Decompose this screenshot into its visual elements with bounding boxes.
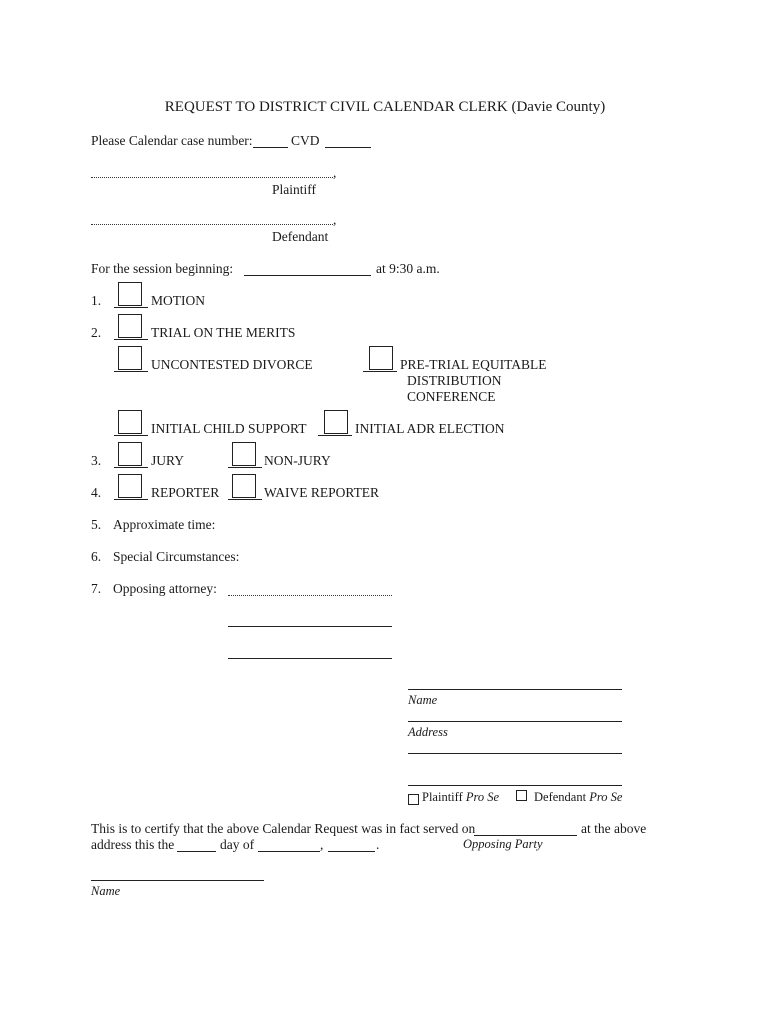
- name-field[interactable]: [408, 689, 622, 690]
- opposing-attorney-field-1[interactable]: [228, 595, 392, 596]
- certify-text-2: at the above: [581, 821, 647, 836]
- certify-text-4: day of: [220, 837, 255, 852]
- plaintiff-name-field[interactable]: [91, 177, 333, 178]
- trial-checkbox[interactable]: [118, 314, 142, 338]
- uncontested-label: UNCONTESTED DIVORCE: [151, 357, 313, 372]
- child-support-label: INITIAL CHILD SUPPORT: [151, 421, 307, 436]
- case-cvd-field[interactable]: [325, 147, 371, 148]
- approx-time-label: Approximate time:: [113, 517, 216, 532]
- plaintiff-word: Plaintiff: [422, 790, 463, 804]
- pretrial-checkbox[interactable]: [369, 346, 393, 370]
- uncontested-checkbox[interactable]: [118, 346, 142, 370]
- pro-se-word: Pro Se: [465, 790, 500, 804]
- trial-underline: [114, 339, 148, 340]
- month-field[interactable]: [258, 851, 320, 852]
- cvd-label: CVD: [291, 133, 320, 148]
- defendant-label: Defendant: [272, 229, 329, 244]
- waive-reporter-checkbox[interactable]: [232, 474, 256, 498]
- served-date-field[interactable]: [474, 835, 577, 836]
- case-number-label: Please Calendar case number:: [91, 133, 253, 148]
- pretrial-label-2: DISTRIBUTION: [407, 373, 502, 388]
- name-label: Name: [408, 693, 438, 707]
- session-time-label: at 9:30 a.m.: [376, 261, 440, 276]
- case-year-field[interactable]: [253, 147, 288, 148]
- waive-underline: [228, 499, 262, 500]
- year-field[interactable]: [328, 851, 375, 852]
- adr-checkbox[interactable]: [324, 410, 348, 434]
- child-support-checkbox[interactable]: [118, 410, 142, 434]
- address-field-3[interactable]: [408, 785, 622, 786]
- address-field-1[interactable]: [408, 721, 622, 722]
- item-number: 3.: [91, 453, 102, 468]
- certify-comma: ,: [320, 837, 324, 852]
- child-support-underline: [114, 435, 148, 436]
- pretrial-underline: [363, 371, 397, 372]
- reporter-label: REPORTER: [151, 485, 220, 500]
- uncontested-underline: [114, 371, 148, 372]
- motion-checkbox[interactable]: [118, 282, 142, 306]
- comma-mark: ,: [333, 165, 337, 180]
- adr-underline: [318, 435, 352, 436]
- comma-mark: ,: [333, 212, 337, 227]
- certify-text-1: This is to certify that the above Calendar Request was in fact served on: [91, 821, 476, 836]
- adr-label: INITIAL ADR ELECTION: [355, 421, 505, 436]
- pretrial-label-1: PRE-TRIAL EQUITABLE: [400, 357, 547, 372]
- waive-reporter-label: WAIVE REPORTER: [264, 485, 380, 500]
- defendant-pro-se-label: [534, 790, 622, 805]
- pretrial-label-3: CONFERENCE: [407, 389, 496, 404]
- defendant-name-field[interactable]: [91, 224, 333, 225]
- jury-checkbox[interactable]: [118, 442, 142, 466]
- nonjury-checkbox[interactable]: [232, 442, 256, 466]
- item-number: 1.: [91, 293, 102, 308]
- motion-label: MOTION: [151, 293, 205, 308]
- opposing-attorney-field-2[interactable]: [228, 626, 392, 627]
- plaintiff-pro-se-checkbox[interactable]: [408, 794, 419, 805]
- defendant-word: Defendant: [534, 790, 587, 804]
- certify-text-3: address this the: [91, 837, 175, 852]
- footer-name-label: Name: [91, 884, 121, 898]
- day-field[interactable]: [177, 851, 216, 852]
- item-number: 4.: [91, 485, 102, 500]
- opposing-attorney-label: Opposing attorney:: [113, 581, 217, 596]
- item-number: 6.: [91, 549, 102, 564]
- motion-underline: [114, 307, 148, 308]
- jury-underline: [114, 467, 148, 468]
- address-label: Address: [408, 725, 448, 739]
- opposing-party-label: Opposing Party: [463, 837, 543, 851]
- reporter-checkbox[interactable]: [118, 474, 142, 498]
- opposing-attorney-field-3[interactable]: [228, 658, 392, 659]
- special-circumstances-label: Special Circumstances:: [113, 549, 240, 564]
- trial-label: TRIAL ON THE MERITS: [151, 325, 296, 340]
- jury-label: JURY: [151, 453, 185, 468]
- address-field-2[interactable]: [408, 753, 622, 754]
- item-number: 5.: [91, 517, 102, 532]
- plaintiff-label: Plaintiff: [272, 182, 317, 197]
- plaintiff-pro-se-label: [422, 790, 499, 805]
- item-number: 7.: [91, 581, 102, 596]
- item-number: 2.: [91, 325, 102, 340]
- defendant-pro-se-checkbox[interactable]: [516, 790, 527, 801]
- pro-se-word: Pro Se: [589, 790, 623, 804]
- certify-period: .: [376, 837, 380, 852]
- reporter-underline: [114, 499, 148, 500]
- nonjury-label: NON-JURY: [264, 453, 331, 468]
- session-date-field[interactable]: [244, 275, 371, 276]
- footer-name-field[interactable]: [91, 880, 264, 881]
- session-label: For the session beginning:: [91, 261, 234, 276]
- nonjury-underline: [228, 467, 262, 468]
- document-title: REQUEST TO DISTRICT CIVIL CALENDAR CLERK (Davie County): [164, 99, 606, 115]
